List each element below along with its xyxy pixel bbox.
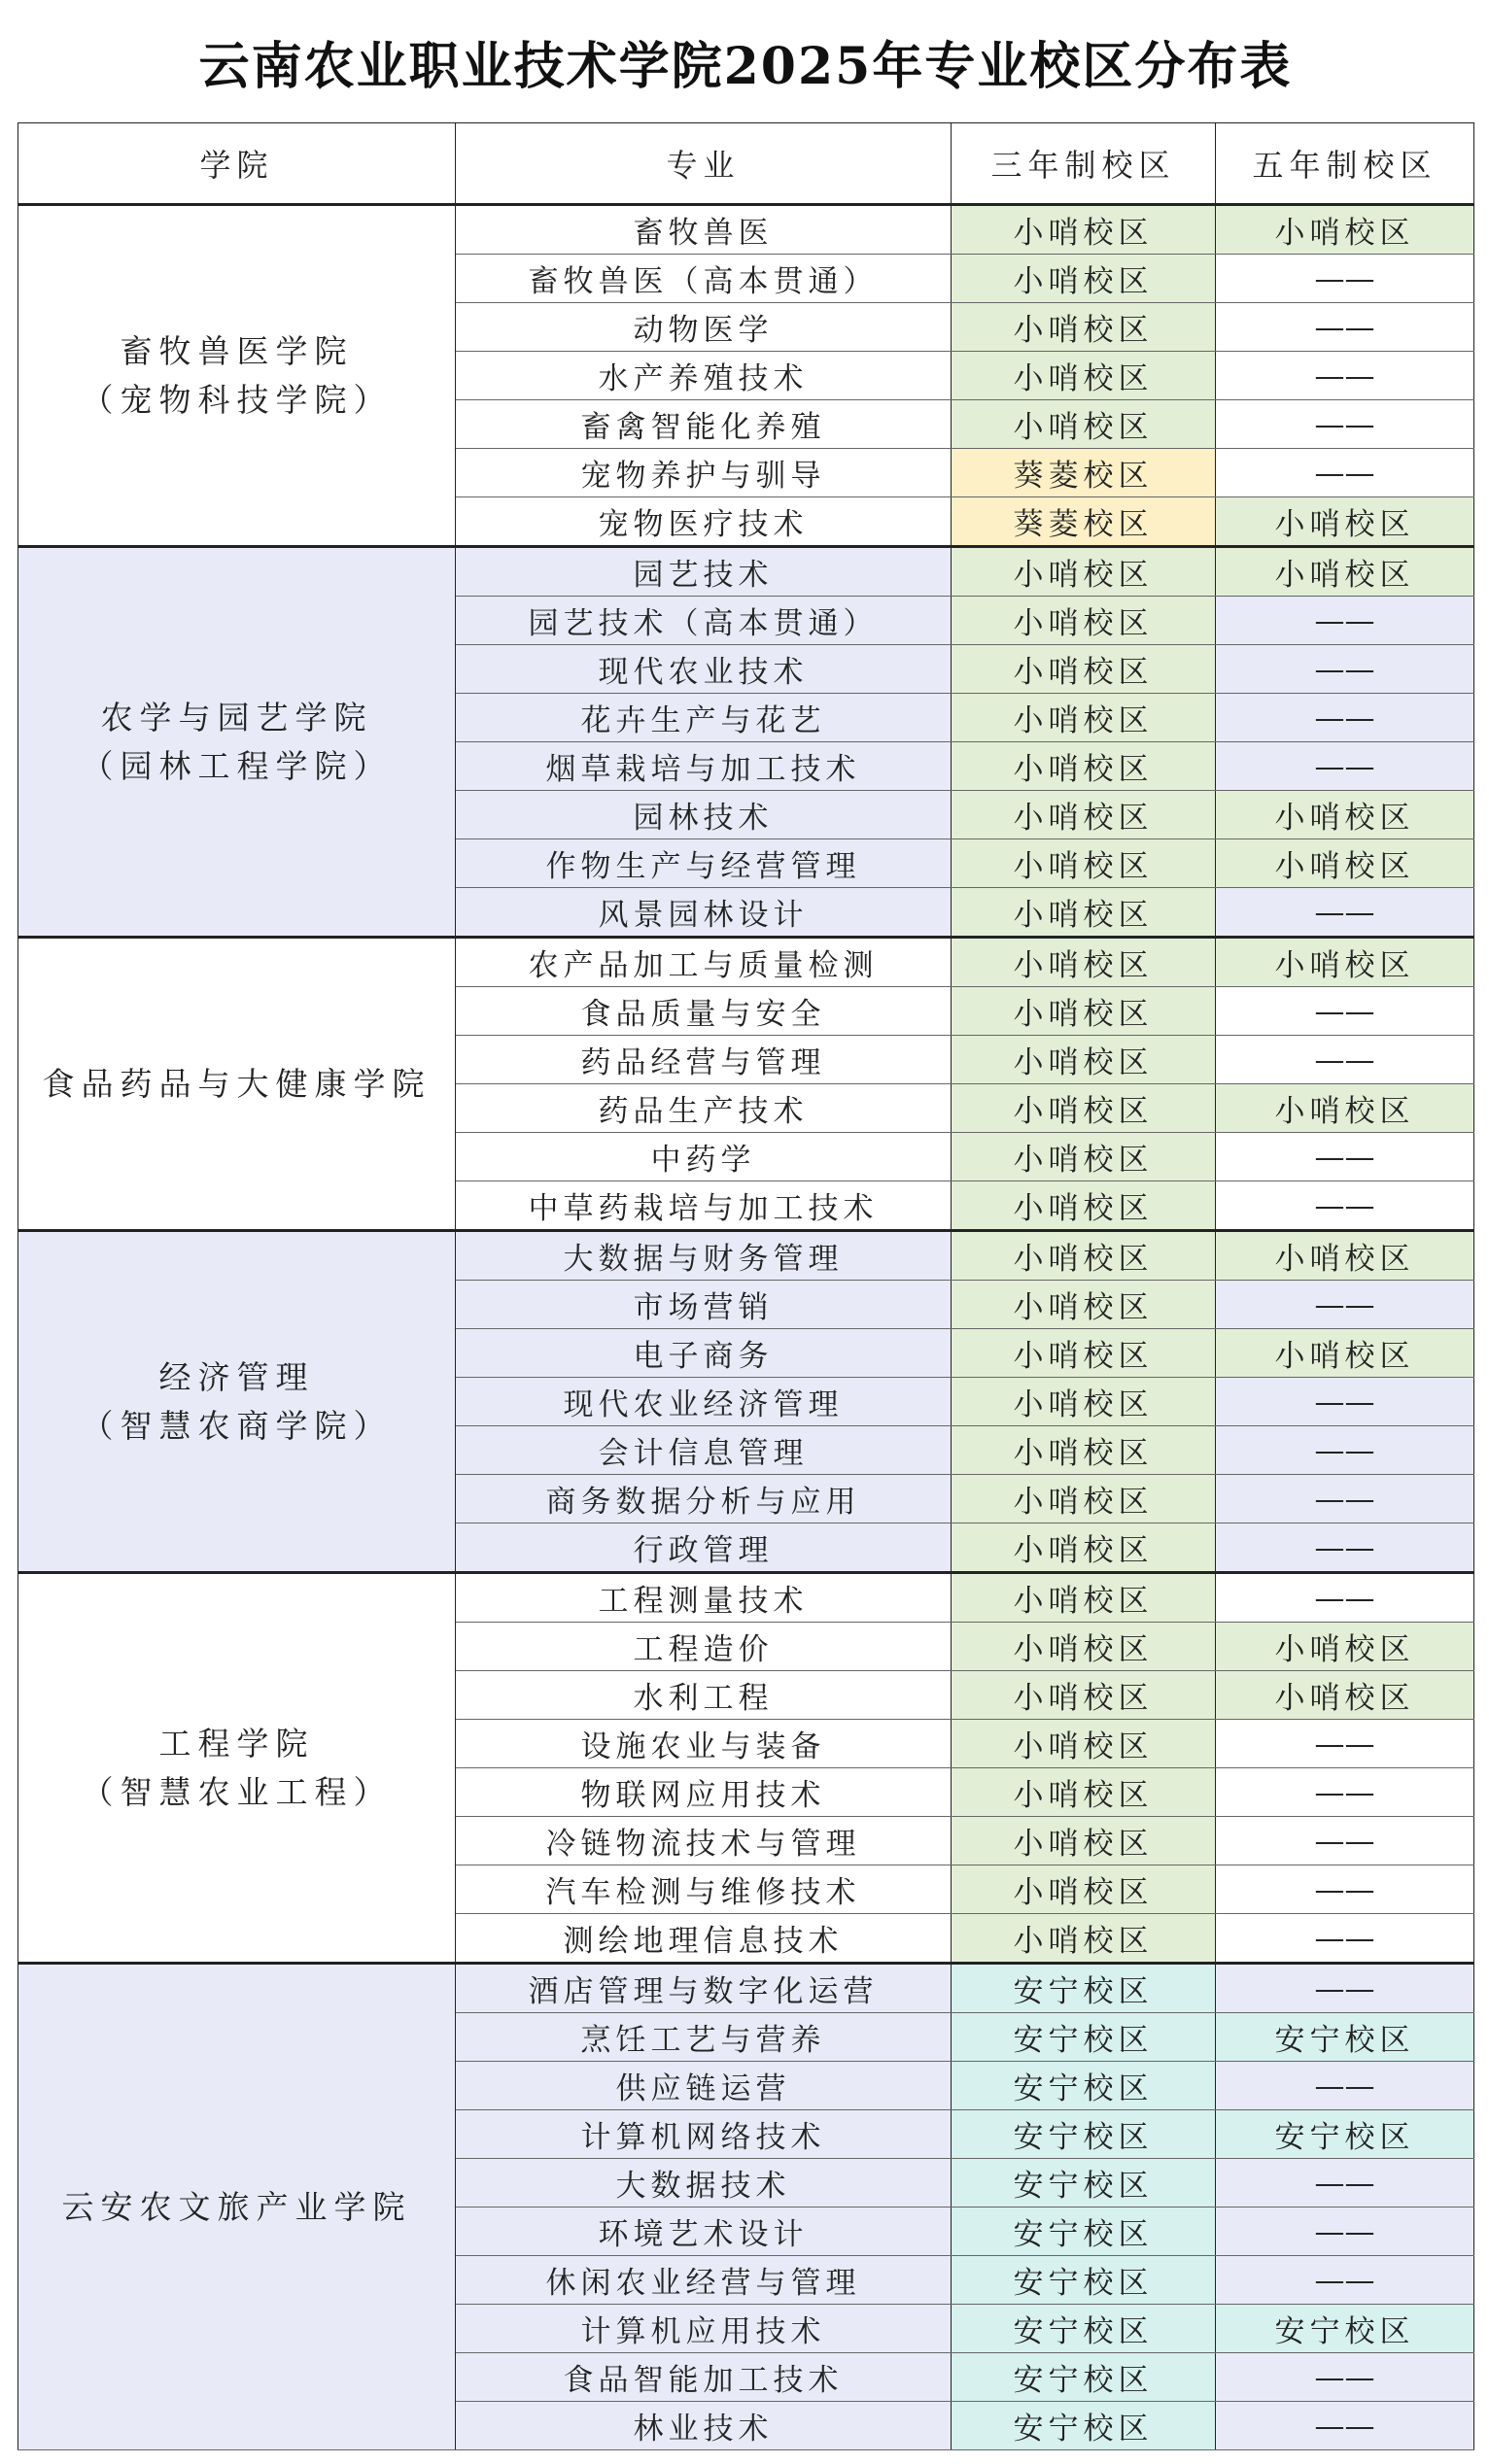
three-year-campus-cell: 安宁校区 (952, 2402, 1216, 2450)
table-row (18, 1964, 1474, 2013)
five-year-campus-cell: 安宁校区 (1216, 2110, 1474, 2159)
major-name-cell: 休闲农业经营与管理 (456, 2256, 952, 2305)
three-year-campus-cell: 小哨校区 (952, 1720, 1216, 1768)
three-year-campus-cell: 小哨校区 (952, 352, 1216, 400)
college-name-line: （园林工程学院） (81, 746, 393, 785)
three-year-campus-cell: 小哨校区 (952, 742, 1216, 791)
three-year-campus-cell: 安宁校区 (952, 2013, 1216, 2062)
five-year-campus-cell: —— (1216, 1378, 1474, 1426)
major-name-cell: 食品质量与安全 (456, 987, 952, 1036)
five-year-campus-cell: 小哨校区 (1216, 547, 1474, 597)
five-year-campus-cell: —— (1216, 2402, 1474, 2450)
major-name-cell: 风景园林设计 (456, 888, 952, 938)
major-name-cell: 药品经营与管理 (456, 1036, 952, 1084)
five-year-campus-cell: 小哨校区 (1216, 1084, 1474, 1133)
three-year-campus-cell: 小哨校区 (952, 1133, 1216, 1181)
major-name-cell: 花卉生产与花艺 (456, 694, 952, 742)
three-year-campus-cell: 葵菱校区 (952, 449, 1216, 497)
five-year-campus-cell: —— (1216, 742, 1474, 791)
five-year-campus-cell: —— (1216, 1573, 1474, 1623)
three-year-campus-cell: 安宁校区 (952, 2159, 1216, 2207)
three-year-campus-cell: 小哨校区 (952, 303, 1216, 352)
three-year-campus-cell: 葵菱校区 (952, 497, 1216, 547)
major-name-cell: 计算机网络技术 (456, 2110, 952, 2159)
three-year-campus-cell: 小哨校区 (952, 1914, 1216, 1964)
major-name-cell: 食品智能加工技术 (456, 2353, 952, 2402)
three-year-campus-cell: 安宁校区 (952, 2110, 1216, 2159)
five-year-campus-cell: —— (1216, 352, 1474, 400)
five-year-campus-cell: 小哨校区 (1216, 497, 1474, 547)
major-name-cell: 农产品加工与质量检测 (456, 938, 952, 987)
three-year-campus-cell: 小哨校区 (952, 1378, 1216, 1426)
college-name-line: （智慧农业工程） (81, 1772, 393, 1811)
major-name-cell: 畜牧兽医 (456, 205, 952, 255)
three-year-campus-cell: 小哨校区 (952, 645, 1216, 694)
major-name-cell: 烟草栽培与加工技术 (456, 742, 952, 791)
five-year-campus-cell: —— (1216, 1914, 1474, 1964)
college-name-line: （智慧农商学院） (81, 1406, 393, 1445)
major-name-cell: 物联网应用技术 (456, 1768, 952, 1817)
major-name-cell: 大数据技术 (456, 2159, 952, 2207)
five-year-campus-cell: —— (1216, 1964, 1474, 2013)
five-year-campus-cell: —— (1216, 888, 1474, 938)
college-name-line: 农学与园艺学院 (100, 698, 373, 736)
five-year-campus-cell: —— (1216, 1865, 1474, 1914)
table-row (18, 547, 1474, 597)
college-cell (18, 1964, 456, 2450)
header-five-year-campus: 五年制校区 (1216, 123, 1474, 205)
campus-distribution-sheet (17, 0, 1473, 2464)
three-year-campus-cell: 小哨校区 (952, 694, 1216, 742)
table-row (18, 205, 1474, 255)
college-name-line: 云安农文旅产业学院 (61, 2187, 412, 2226)
table-header-row (18, 123, 1474, 205)
major-name-cell: 作物生产与经营管理 (456, 839, 952, 888)
major-name-cell: 水利工程 (456, 1671, 952, 1720)
three-year-campus-cell: 小哨校区 (952, 1231, 1216, 1281)
five-year-campus-cell: 小哨校区 (1216, 1671, 1474, 1720)
college-name-line: （宠物科技学院） (81, 380, 393, 419)
major-name-cell: 工程测量技术 (456, 1573, 952, 1623)
five-year-campus-cell: —— (1216, 255, 1474, 303)
major-name-cell: 计算机应用技术 (456, 2305, 952, 2353)
major-name-cell: 畜禽智能化养殖 (456, 400, 952, 449)
major-name-cell: 冷链物流技术与管理 (456, 1817, 952, 1865)
five-year-campus-cell: 安宁校区 (1216, 2305, 1474, 2353)
five-year-campus-cell: —— (1216, 2207, 1474, 2256)
five-year-campus-cell: —— (1216, 597, 1474, 645)
major-name-cell: 宠物医疗技术 (456, 497, 952, 547)
three-year-campus-cell: 小哨校区 (952, 888, 1216, 938)
table-row (18, 1231, 1474, 1281)
major-campus-table (17, 122, 1474, 2450)
five-year-campus-cell: 小哨校区 (1216, 1623, 1474, 1671)
major-name-cell: 行政管理 (456, 1523, 952, 1573)
five-year-campus-cell: —— (1216, 303, 1474, 352)
major-name-cell: 会计信息管理 (456, 1426, 952, 1475)
five-year-campus-cell: —— (1216, 645, 1474, 694)
five-year-campus-cell: 小哨校区 (1216, 791, 1474, 839)
five-year-campus-cell: —— (1216, 1817, 1474, 1865)
three-year-campus-cell: 小哨校区 (952, 839, 1216, 888)
major-name-cell: 宠物养护与驯导 (456, 449, 952, 497)
major-name-cell: 林业技术 (456, 2402, 952, 2450)
three-year-campus-cell: 小哨校区 (952, 400, 1216, 449)
five-year-campus-cell: —— (1216, 1036, 1474, 1084)
major-name-cell: 供应链运营 (456, 2062, 952, 2110)
college-name-line: 经济管理 (158, 1357, 315, 1396)
college-name-line: 畜牧兽医学院 (120, 331, 354, 370)
three-year-campus-cell: 小哨校区 (952, 1426, 1216, 1475)
major-name-cell: 设施农业与装备 (456, 1720, 952, 1768)
major-name-cell: 药品生产技术 (456, 1084, 952, 1133)
major-name-cell: 汽车检测与维修技术 (456, 1865, 952, 1914)
three-year-campus-cell: 小哨校区 (952, 597, 1216, 645)
three-year-campus-cell: 小哨校区 (952, 1623, 1216, 1671)
page-title: 云南农业职业技术学院2025年专业校区分布表 (198, 36, 1293, 96)
header-three-year-campus: 三年制校区 (952, 123, 1216, 205)
five-year-campus-cell: —— (1216, 2256, 1474, 2305)
major-name-cell: 园艺技术 (456, 547, 952, 597)
three-year-campus-cell: 安宁校区 (952, 1964, 1216, 2013)
five-year-campus-cell: —— (1216, 2062, 1474, 2110)
college-name-line: 工程学院 (158, 1724, 315, 1762)
college-cell (18, 1231, 456, 1573)
major-name-cell: 现代农业经济管理 (456, 1378, 952, 1426)
five-year-campus-cell: —— (1216, 987, 1474, 1036)
major-name-cell: 工程造价 (456, 1623, 952, 1671)
major-name-cell: 园艺技术（高本贯通） (456, 597, 952, 645)
major-name-cell: 园林技术 (456, 791, 952, 839)
major-name-cell: 畜牧兽医（高本贯通） (456, 255, 952, 303)
major-name-cell: 现代农业技术 (456, 645, 952, 694)
three-year-campus-cell: 小哨校区 (952, 1817, 1216, 1865)
major-name-cell: 中草药栽培与加工技术 (456, 1181, 952, 1231)
five-year-campus-cell: —— (1216, 1426, 1474, 1475)
college-cell (18, 1573, 456, 1964)
three-year-campus-cell: 小哨校区 (952, 1865, 1216, 1914)
five-year-campus-cell: 小哨校区 (1216, 839, 1474, 888)
major-name-cell: 中药学 (456, 1133, 952, 1181)
college-cell (18, 205, 456, 547)
college-cell (18, 938, 456, 1231)
header-major: 专业 (456, 123, 952, 205)
three-year-campus-cell: 小哨校区 (952, 1281, 1216, 1329)
five-year-campus-cell: —— (1216, 1523, 1474, 1573)
three-year-campus-cell: 小哨校区 (952, 1036, 1216, 1084)
three-year-campus-cell: 小哨校区 (952, 1329, 1216, 1378)
three-year-campus-cell: 安宁校区 (952, 2062, 1216, 2110)
table-row (18, 1573, 1474, 1623)
five-year-campus-cell: —— (1216, 1133, 1474, 1181)
five-year-campus-cell: —— (1216, 1281, 1474, 1329)
five-year-campus-cell: 小哨校区 (1216, 1329, 1474, 1378)
major-name-cell: 电子商务 (456, 1329, 952, 1378)
three-year-campus-cell: 小哨校区 (952, 1768, 1216, 1817)
five-year-campus-cell: —— (1216, 1475, 1474, 1523)
major-name-cell: 酒店管理与数字化运营 (456, 1964, 952, 2013)
three-year-campus-cell: 小哨校区 (952, 938, 1216, 987)
header-college: 学院 (18, 123, 456, 205)
three-year-campus-cell: 小哨校区 (952, 1671, 1216, 1720)
three-year-campus-cell: 小哨校区 (952, 1181, 1216, 1231)
college-cell (18, 547, 456, 938)
table-body (18, 205, 1474, 2450)
three-year-campus-cell: 安宁校区 (952, 2256, 1216, 2305)
major-name-cell: 动物医学 (456, 303, 952, 352)
three-year-campus-cell: 安宁校区 (952, 2353, 1216, 2402)
three-year-campus-cell: 小哨校区 (952, 547, 1216, 597)
five-year-campus-cell: —— (1216, 2353, 1474, 2402)
three-year-campus-cell: 小哨校区 (952, 987, 1216, 1036)
major-name-cell: 测绘地理信息技术 (456, 1914, 952, 1964)
five-year-campus-cell: —— (1216, 449, 1474, 497)
three-year-campus-cell: 小哨校区 (952, 1475, 1216, 1523)
three-year-campus-cell: 小哨校区 (952, 205, 1216, 255)
college-name-line: 食品药品与大健康学院 (42, 1064, 432, 1103)
three-year-campus-cell: 小哨校区 (952, 791, 1216, 839)
five-year-campus-cell: —— (1216, 400, 1474, 449)
five-year-campus-cell: 小哨校区 (1216, 1231, 1474, 1281)
five-year-campus-cell: —— (1216, 694, 1474, 742)
five-year-campus-cell: —— (1216, 1720, 1474, 1768)
five-year-campus-cell: —— (1216, 2159, 1474, 2207)
major-name-cell: 大数据与财务管理 (456, 1231, 952, 1281)
five-year-campus-cell: 安宁校区 (1216, 2013, 1474, 2062)
five-year-campus-cell: —— (1216, 1768, 1474, 1817)
three-year-campus-cell: 安宁校区 (952, 2207, 1216, 2256)
major-name-cell: 水产养殖技术 (456, 352, 952, 400)
three-year-campus-cell: 小哨校区 (952, 255, 1216, 303)
five-year-campus-cell: 小哨校区 (1216, 205, 1474, 255)
three-year-campus-cell: 安宁校区 (952, 2305, 1216, 2353)
major-name-cell: 商务数据分析与应用 (456, 1475, 952, 1523)
table-row (18, 938, 1474, 987)
five-year-campus-cell: —— (1216, 1181, 1474, 1231)
three-year-campus-cell: 小哨校区 (952, 1523, 1216, 1573)
major-name-cell: 烹饪工艺与营养 (456, 2013, 952, 2062)
three-year-campus-cell: 小哨校区 (952, 1573, 1216, 1623)
major-name-cell: 环境艺术设计 (456, 2207, 952, 2256)
major-name-cell: 市场营销 (456, 1281, 952, 1329)
three-year-campus-cell: 小哨校区 (952, 1084, 1216, 1133)
five-year-campus-cell: 小哨校区 (1216, 938, 1474, 987)
